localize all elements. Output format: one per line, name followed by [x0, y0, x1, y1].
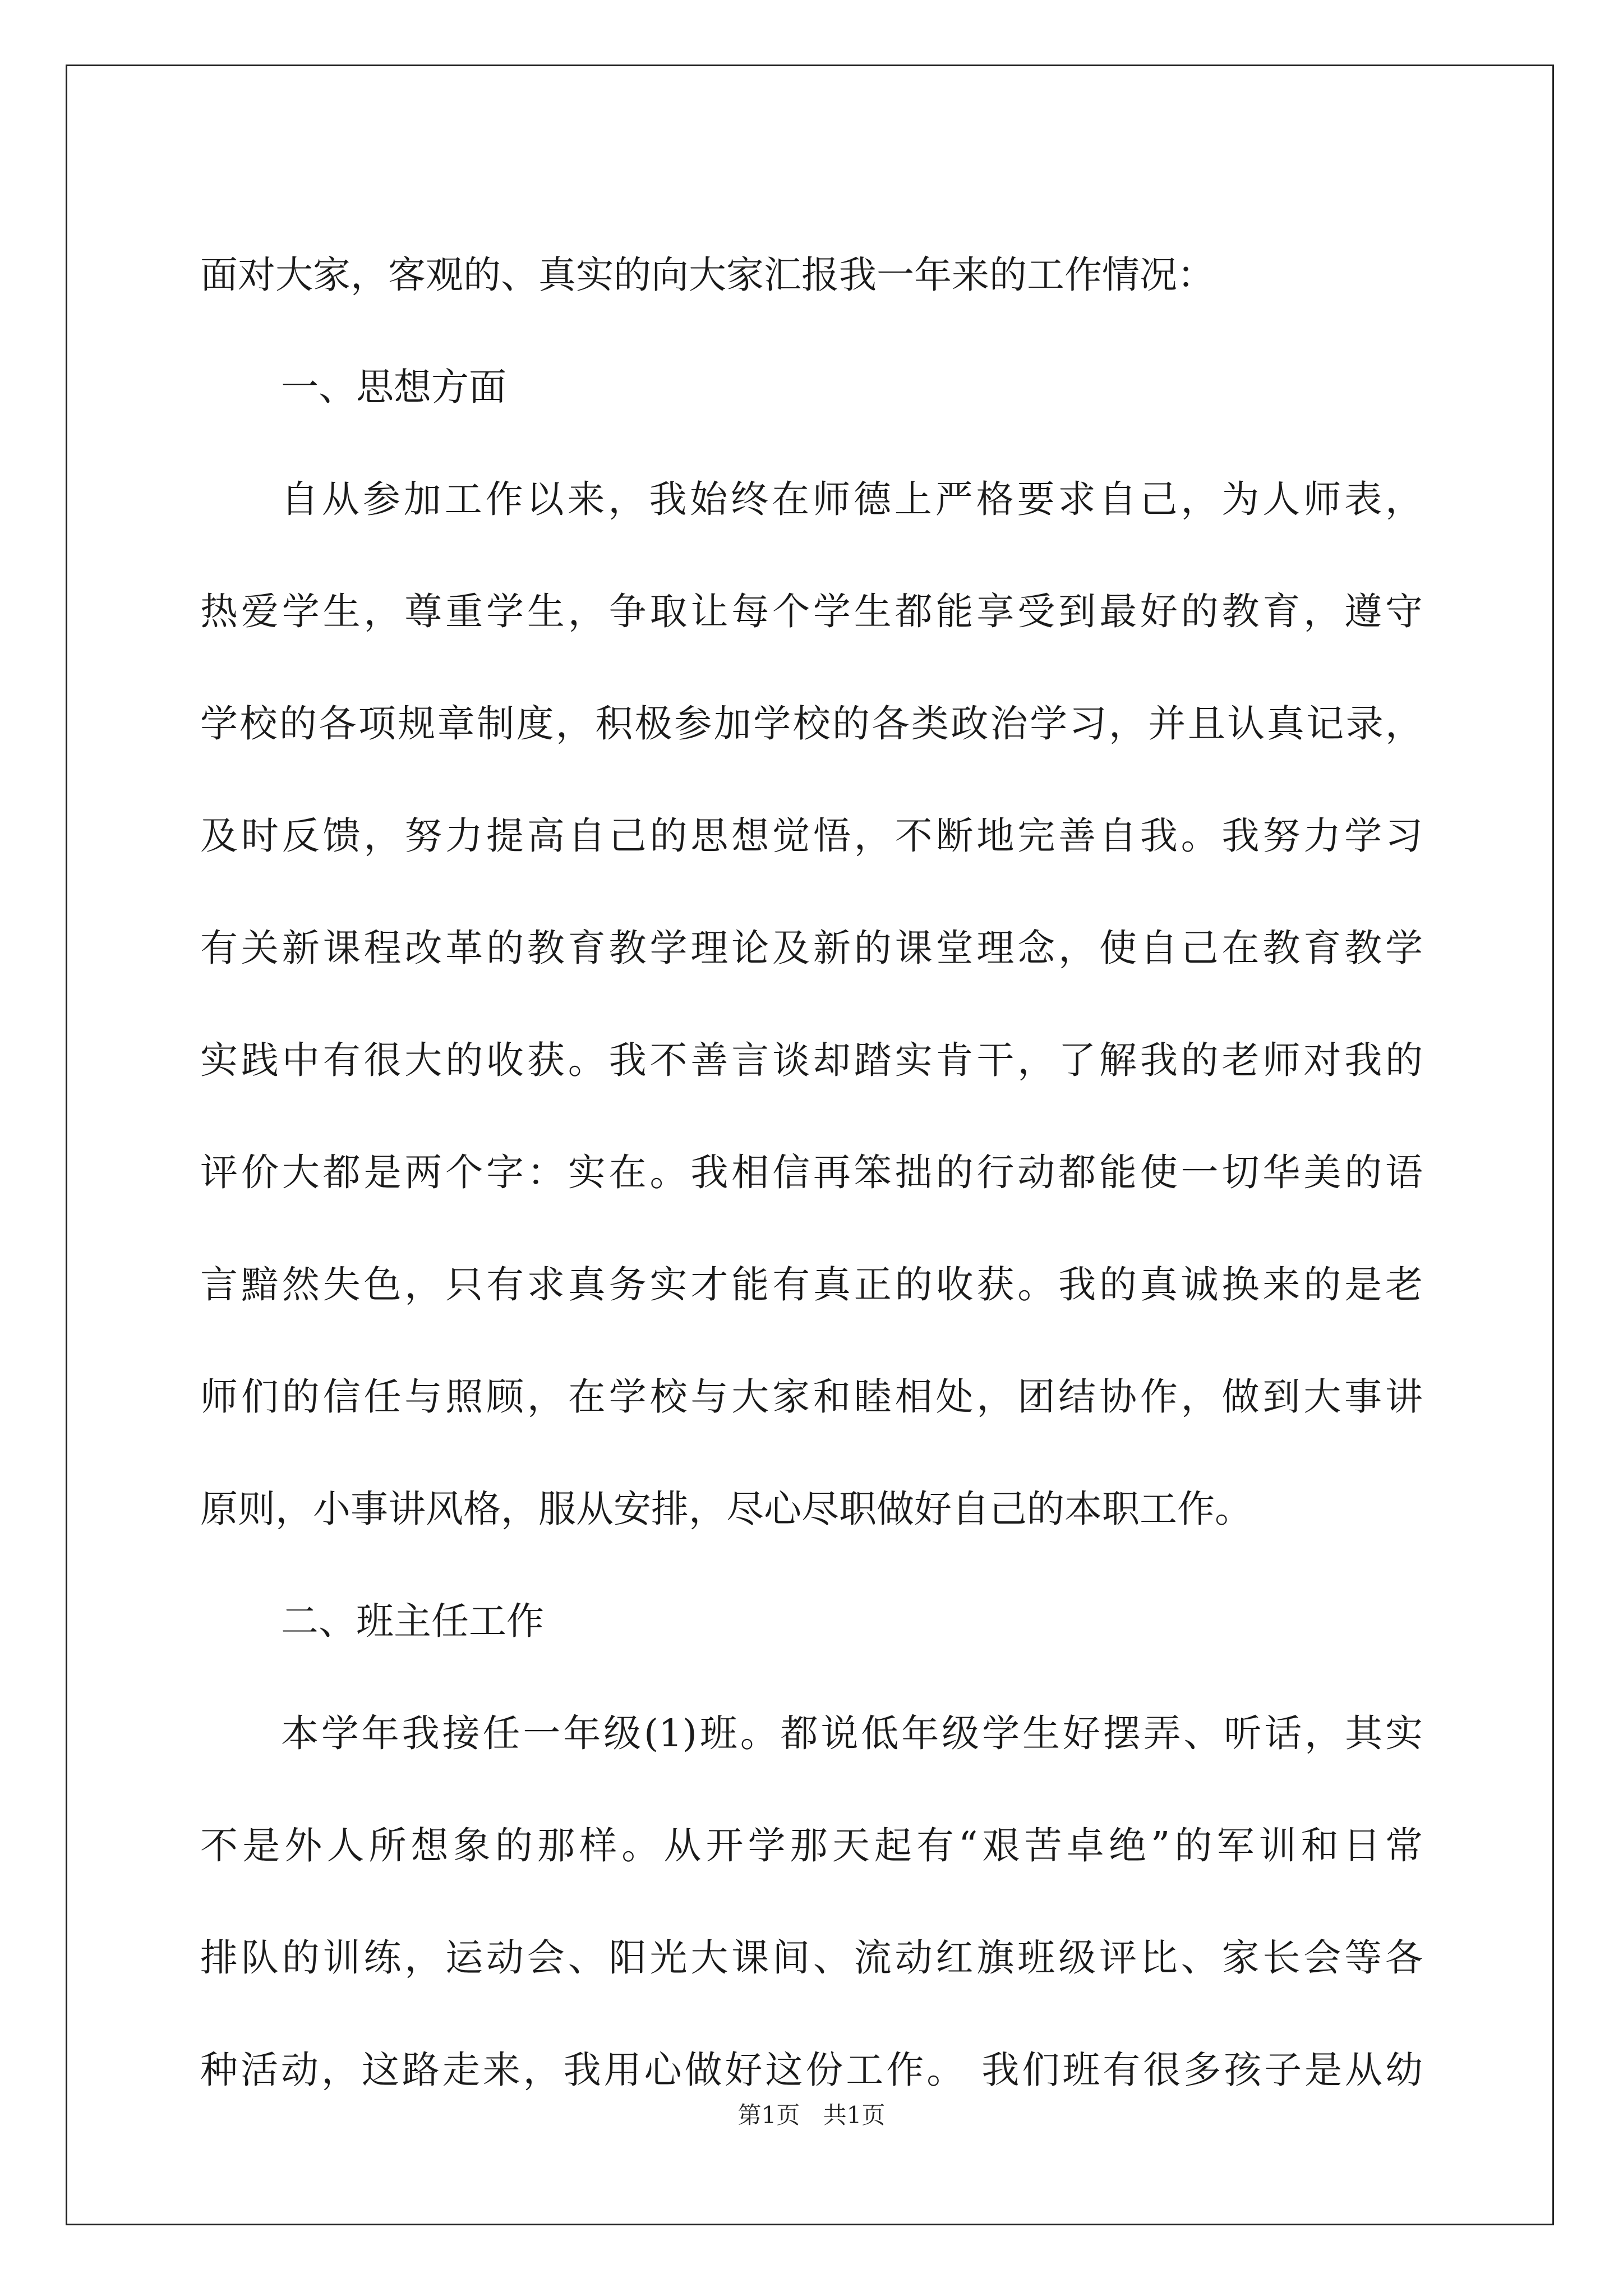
text-line: 言黯然失色，只有求真务实才能有真正的收获。我的真诚换来的是老 — [200, 1263, 1423, 1306]
text-line: 种活动，这路走来，我用心做好这份工作。 我们班有很多孩子是从幼 — [200, 2048, 1423, 2092]
text-line: 自从参加工作以来，我始终在师德上严格要求自己，为人师表， — [281, 477, 1423, 521]
document-body — [200, 219, 1423, 2126]
text-line: 有关新课程改革的教育教学理论及新的课堂理念，使自己在教育教学 — [200, 926, 1423, 970]
text-line: 师们的信任与照顾，在学校与大家和睦相处，团结协作，做到大事讲 — [200, 1375, 1423, 1419]
text-line: 及时反馈，努力提高自己的思想觉悟，不断地完善自我。我努力学习 — [200, 814, 1423, 858]
text-line: 排队的训练，运动会、阳光大课间、流动红旗班级评比、家长会等各 — [200, 1936, 1423, 1980]
section-heading: 二、班主任工作 — [281, 1599, 544, 1643]
page-number: 第1页 — [737, 2101, 800, 2129]
text-line: 本学年我接任一年级(1)班。都说低年级学生好摆弄、听话，其实 — [281, 1711, 1423, 1755]
text-line: 评价大都是两个字：实在。我相信再笨拙的行动都能使一切华美的语 — [200, 1151, 1423, 1194]
page-footer — [0, 2097, 1623, 2131]
text-line: 原则，小事讲风格，服从安排，尽心尽职做好自己的本职工作。 — [200, 1487, 1252, 1531]
text-line: 热爱学生，尊重学生，争取让每个学生都能享受到最好的教育，遵守 — [200, 590, 1423, 633]
text-line: 不是外人所想象的那样。从开学那天起有“艰苦卓绝”的军训和日常 — [200, 1824, 1423, 1867]
page-total: 共1页 — [823, 2101, 886, 2129]
text-line: 实践中有很大的收获。我不善言谈却踏实肯干，了解我的老师对我的 — [200, 1038, 1423, 1082]
text-line: 学校的各项规章制度，积极参加学校的各类政治学习，并且认真记录， — [200, 702, 1423, 746]
section-heading: 一、思想方面 — [281, 365, 506, 409]
text-line: 面对大家，客观的、真实的向大家汇报我一年来的工作情况： — [200, 253, 1215, 297]
